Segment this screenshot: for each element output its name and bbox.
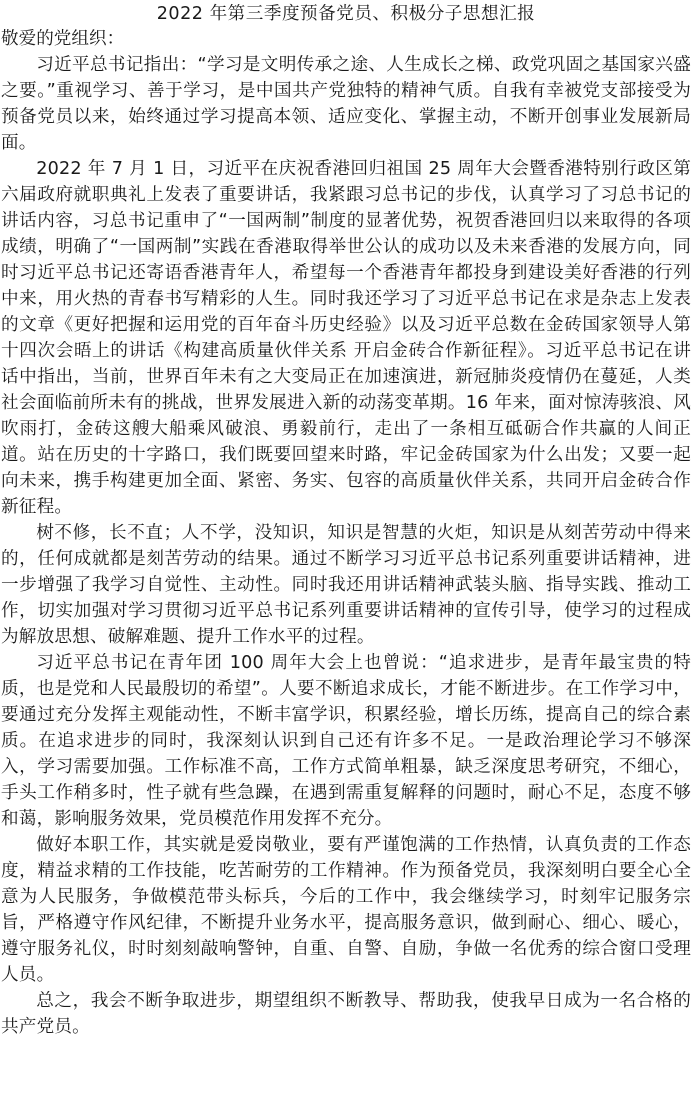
salutation: 敬爱的党组织： [1, 29, 125, 49]
paragraph: 树不修，长不直；人不学，没知识，知识是智慧的火炬，知识是从刻苦劳动中得来的，任何成就都是刻苦劳动的结果。通过不断学习习近平总书记系列重要讲话精神，进一步增强了我学习自觉性、主动性。同时我还用讲话精神武装头脑、指导实践、推动工作，切实加强对学习贯彻习近平总书记系列重要讲话精神的宣传引导，使学习的过程成为解放思想、破解难题、提升工作水平的过程。 [1, 523, 691, 647]
paragraph: 做好本职工作，其实就是爱岗敬业，要有严谨饱满的工作热情，认真负责的工作态度，精益求精的工作技能，吃苦耐劳的工作精神。作为预备党员，我深刻明白要全心全意为人民服务，争做模范带头标兵，今后的工作中，我会继续学习，时刻牢记服务宗旨，严格遵守作风纪律，不断提升业务水平，提高服务意识，做到耐心、细心、暖心，遵守服务礼仪，时时刻刻敲响警钟，自重、自警、自励，争做一名优秀的综合窗口受理人员。 [1, 835, 691, 985]
document-title: 2022 年第三季度预备党员、积极分子思想汇报 [156, 4, 536, 24]
paragraph: 总之，我会不断争取进步，期望组织不断教导、帮助我，使我早日成为一名合格的共产党员。 [1, 991, 691, 1037]
paragraph: 2022 年 7 月 1 日，习近平在庆祝香港回归祖国 25 周年大会暨香港特别行政区第六届政府就职典礼上发表了重要讲话，我紧跟习总书记的步伐，认真学习了习总书记的讲话内容，习总书记重申了“一国两制”制度的显著优势，祝贺香港回归以来取得的各项成绩，明确了“一国两制”实践在香港取得举世公认的成功以及未来香港的发展方向，同时习近平总书记还寄语香港青年人，希望每一个香港青年都投身到建设美好香港的行列中来，用火热的青春书写精彩的人生。同时我还学习了习近平总书记在求是杂志上发表的文章《更好把握和运用党的百年奋斗历史经验》以及习近平总数在金砖国家领导人第十四次会晤上的讲话《构建高质量伙伴关系 开启金砖合作新征程》。习近平总书记在讲话中指出，当前，世界百年未有之大变局正在加速演进，新冠肺炎疫情仍在蔓延，人类社会面临前所未有的挑战，世界发展进入新的动荡变革期。16 年来，面对惊涛骇浪、风吹雨打，金砖这艘大船乘风破浪、勇毅前行，走出了一条相互砥砺合作共赢的人间正道。站在历史的十字路口，我们既要回望来时路，牢记金砖国家为什么出发；又要一起向未来，携手构建更加全面、紧密、务实、包容的高质量伙伴关系，共同开启金砖合作新征程。 [1, 159, 691, 517]
paragraph: 习近平总书记在青年团 100 周年大会上也曾说：“追求进步，是青年最宝贵的特质，也是党和人民最殷切的希望”。人要不断追求成长，才能不断进步。在工作学习中，要通过充分发挥主观能动性，不断丰富学识，积累经验，增长历练，提高自己的综合素质。在追求进步的同时，我深刻认识到自己还有许多不足。一是政治理论学习不够深入，学习需要加强。工作标准不高，工作方式简单粗暴，缺乏深度思考研究，不细心，手头工作稍多时，性子就有些急躁，在遇到需重复解释的问题时，耐心不足，态度不够和蔼，影响服务效果，党员模范作用发挥不充分。 [1, 653, 691, 829]
paragraph: 习近平总书记指出：“学习是文明传承之途、人生成长之梯、政党巩固之基国家兴盛之要。”重视学习、善于学习，是中国共产党独特的精神气质。自我有幸被党支部接受为预备党员以来，始终通过学习提高本领、适应变化、掌握主动，不断开创事业发展新局面。 [1, 55, 691, 153]
